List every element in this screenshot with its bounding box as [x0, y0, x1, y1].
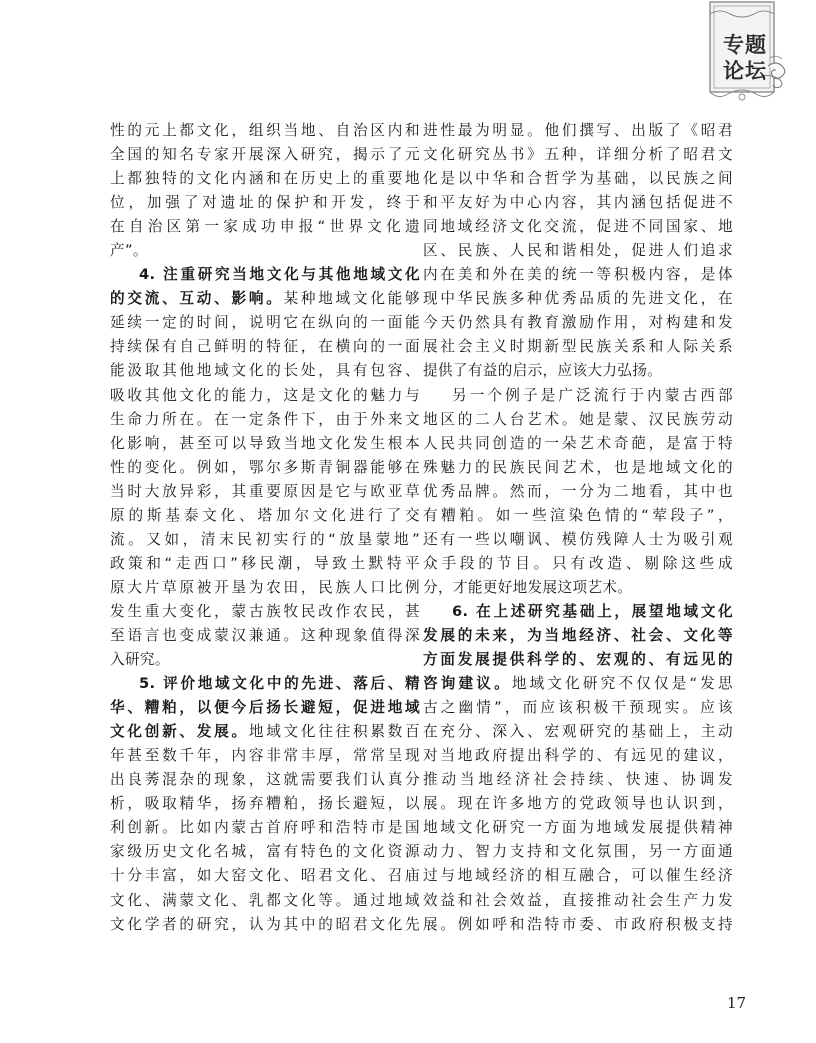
badge-line-1: 专题 [723, 33, 767, 57]
text-line [110, 913, 420, 937]
body-text-span: 原大片草原被开垦为农田，民族人口比例 [110, 578, 420, 596]
text-line [423, 384, 733, 408]
text-line [423, 720, 733, 744]
bold-heading-span: 方面发展提供科学的、宏观的、有远见的 [423, 651, 733, 669]
body-text-span: 优秀品牌。然而，一分为二地看，其中也 [423, 482, 733, 500]
body-text-span: 发生重大变化，蒙古族牧民改作农民，甚 [110, 602, 420, 620]
body-text-span: 有糟粕。如一些渲染色情的“荤段子”， [423, 506, 733, 524]
body-text-span: 还有一些以嘲讽、模仿残障人士为吸引观 [423, 530, 733, 548]
text-line [110, 215, 420, 239]
text-line [110, 528, 420, 552]
body-text-span: 过与地域经济的相互融合，可以催生经济 [423, 867, 733, 885]
body-text-span: 延续一定的时间，说明它在纵向的一面能 [110, 314, 420, 332]
bold-heading-span: 的交流、互动、影响。 [110, 290, 284, 308]
text-line [110, 840, 420, 864]
text-line [423, 287, 733, 311]
body-text-span: 产”。 [110, 242, 148, 260]
body-text-span: 位，加强了对遗址的保护和开发，终于 [110, 194, 420, 212]
text-line [423, 576, 733, 600]
text-line [423, 528, 733, 552]
body-text-span: 进性最为明显。他们撰写、出版了《昭君 [423, 122, 733, 139]
bold-heading-span: 华、糟粕，以便今后扬长避短，促进地域 [110, 699, 420, 717]
bold-heading-span: 文化创新、发展。 [110, 723, 249, 741]
body-text-span: 人民共同创造的一朵艺术奇葩，是富于特 [423, 434, 733, 452]
body-text-span: 入研究。 [110, 651, 170, 669]
text-line [423, 504, 733, 528]
body-text-span: 在自治区第一家成功申报“世界文化遗 [110, 218, 420, 236]
text-line [423, 432, 733, 456]
body-text-span: 推动当地经济社会持续、快速、协调发 [423, 771, 733, 789]
text-line [423, 816, 733, 840]
text-line [110, 456, 420, 480]
bold-heading-span: 发展的未来，为当地经济、社会、文化等 [423, 626, 733, 644]
text-line [423, 408, 733, 432]
body-text-span: 众手段的节目。只有改造、剔除这些成 [423, 554, 733, 572]
badge-line-2: 论坛 [723, 59, 767, 83]
text-line [110, 167, 420, 191]
left-text-column [110, 119, 420, 937]
text-line [423, 889, 733, 913]
page-number: 17 [727, 994, 747, 1012]
text-line [423, 600, 733, 624]
text-line [110, 263, 420, 287]
text-line [110, 335, 420, 359]
bold-heading-span: 6. 在上述研究基础上，展望地域文化 [452, 602, 733, 620]
body-text-span: 区、民族、人民和谐相处，促进人们追求 [423, 242, 733, 260]
body-text-span: 文化学者的研究，认为其中的昭君文化先 [110, 915, 420, 933]
text-line [423, 768, 733, 792]
body-text-span: 出良莠混杂的现象，这就需要我们认真分 [110, 771, 420, 789]
body-text-span: 同地域经济文化交流，促进不同国家、地 [423, 218, 733, 236]
text-line [423, 456, 733, 480]
text-line [110, 864, 420, 888]
body-text-span: 生命力所在。在一定条件下，由于外来文 [110, 410, 420, 428]
body-text-span: 十分丰富，如大窑文化、昭君文化、召庙 [110, 867, 420, 885]
text-line [423, 311, 733, 335]
body-text-span: 地域文化往往积累数百 [248, 723, 420, 741]
body-text-span: 现中华民族多种优秀品质的先进文化，在 [423, 290, 733, 308]
text-line [110, 143, 420, 167]
body-text-span: 全国的知名专家开展深入研究，揭示了元 [110, 146, 420, 164]
body-text-span: 化是以中华和合哲学为基础，以民族之间 [423, 170, 733, 188]
section-badge [702, 0, 794, 104]
body-text-span: 地域文化研究不仅仅是“发思 [511, 675, 733, 693]
text-line [110, 384, 420, 408]
body-text-span: 吸收其他文化的能力，这是文化的魅力与 [110, 386, 420, 404]
text-line [110, 889, 420, 913]
text-line [110, 768, 420, 792]
body-text-span: 文化研究丛书》五种，详细分析了昭君文 [423, 146, 733, 164]
body-text-span: 和平友好为中心内容，其内涵包括促进不 [423, 194, 733, 212]
body-text-span: 至语言也变成蒙汉兼通。这种现象值得深 [110, 626, 420, 644]
body-text-span: 某种地域文化能够 [283, 290, 420, 308]
body-text-span: 流。又如，清末民初实行的“放垦蒙地” [110, 530, 420, 548]
text-line [423, 696, 733, 720]
body-text-span: 政策和“走西口”移民潮，导致土默特平 [110, 554, 420, 572]
body-text-span: 分，才能更好地发展这项艺术。 [423, 578, 633, 596]
body-text-span: 性的变化。例如，鄂尔多斯青铜器能够在 [110, 458, 420, 476]
text-line [110, 359, 420, 383]
body-text-span: 提供了有益的启示，应该大力弘扬。 [423, 362, 663, 380]
bold-heading-span: 5. 评价地域文化中的先进、落后、精 [139, 675, 420, 693]
text-line [423, 215, 733, 239]
body-text-span: 对当地政府提出科学的、有远见的建议， [423, 747, 733, 765]
body-text-span: 能汲取其他地域文化的长处，具有包容、 [110, 362, 420, 380]
body-text-span: 今天仍然具有教育激励作用，对构建和发 [423, 314, 733, 332]
text-line [110, 744, 420, 768]
body-text-span: 古之幽情”，而应该积极干预现实。应该 [423, 699, 733, 717]
body-text-span: 原的斯基泰文化、塔加尔文化进行了交 [110, 506, 420, 524]
text-line [110, 816, 420, 840]
text-line [110, 287, 420, 311]
body-text-span: 当时大放异彩，其重要原因是它与欧亚草 [110, 482, 420, 500]
body-text-span: 年甚至数千年，内容非常丰厚，常常呈现 [110, 747, 420, 765]
right-text-column [423, 119, 733, 937]
text-line [423, 864, 733, 888]
text-line [110, 624, 420, 648]
text-line [423, 480, 733, 504]
text-line [423, 840, 733, 864]
text-line [110, 576, 420, 600]
body-text-span: 动力、智力支持和文化氛围，另一方面通 [423, 843, 733, 861]
text-line [423, 359, 733, 383]
body-text-span: 展。例如呼和浩特市委、市政府积极支持 [423, 915, 733, 933]
text-line [110, 672, 420, 696]
text-line [423, 335, 733, 359]
bold-heading-span: 4. 注重研究当地文化与其他地域文化 [139, 266, 420, 284]
text-line [423, 913, 733, 937]
text-line [110, 432, 420, 456]
text-line [110, 600, 420, 624]
bold-heading-span: 咨询建议。 [423, 675, 512, 693]
body-text-span: 内在美和外在美的统一等积极内容，是体 [423, 266, 733, 284]
text-line [110, 191, 420, 215]
body-text-span: 在充分、深入、宏观研究的基础上，主动 [423, 723, 733, 741]
text-line [110, 239, 420, 263]
text-line [423, 191, 733, 215]
body-text-span: 效益和社会效益，直接推动社会生产力发 [423, 891, 733, 909]
text-line [423, 552, 733, 576]
body-text-span: 持续保有自己鲜明的特征，在横向的一面 [110, 338, 420, 356]
text-line [423, 648, 733, 672]
text-line [423, 239, 733, 263]
text-line [110, 504, 420, 528]
body-text-span: 展。现在许多地方的党政领导也认识到， [423, 795, 733, 813]
body-text-span: 另一个例子是广泛流行于内蒙古西部 [452, 386, 733, 404]
body-text-span: 化影响，甚至可以导致当地文化发生根本 [110, 434, 420, 452]
body-text-span: 地域文化研究一方面为地域发展提供精神 [423, 819, 733, 837]
text-line [423, 167, 733, 191]
text-line [423, 624, 733, 648]
body-text-span: 文化、满蒙文化、乳都文化等。通过地域 [110, 891, 420, 909]
text-line [423, 744, 733, 768]
body-text-span: 展社会主义时期新型民族关系和人际关系 [423, 338, 733, 356]
text-line [423, 263, 733, 287]
text-line [110, 408, 420, 432]
body-text-span: 殊魅力的民族民间艺术，也是地域文化的 [423, 458, 733, 476]
text-line [423, 143, 733, 167]
text-line [423, 672, 733, 696]
text-line [110, 792, 420, 816]
text-line [110, 480, 420, 504]
body-text-span: 利创新。比如内蒙古首府呼和浩特市是国 [110, 819, 420, 837]
body-text-span: 析，吸取精华，扬弃糟粕，扬长避短，以 [110, 795, 420, 813]
text-line [423, 119, 733, 143]
body-text-span: 地区的二人台艺术。她是蒙、汉民族劳动 [423, 410, 733, 428]
text-line [110, 720, 420, 744]
text-line [110, 696, 420, 720]
text-line [110, 648, 420, 672]
body-text-span: 家级历史文化名城，富有特色的文化资源 [110, 843, 420, 861]
text-line [110, 552, 420, 576]
text-line [423, 792, 733, 816]
body-text-span: 性的元上都文化，组织当地、自治区内和 [110, 122, 420, 139]
text-line [110, 119, 420, 143]
body-text-span: 上都独特的文化内涵和在历史上的重要地 [110, 170, 420, 188]
text-line [110, 311, 420, 335]
